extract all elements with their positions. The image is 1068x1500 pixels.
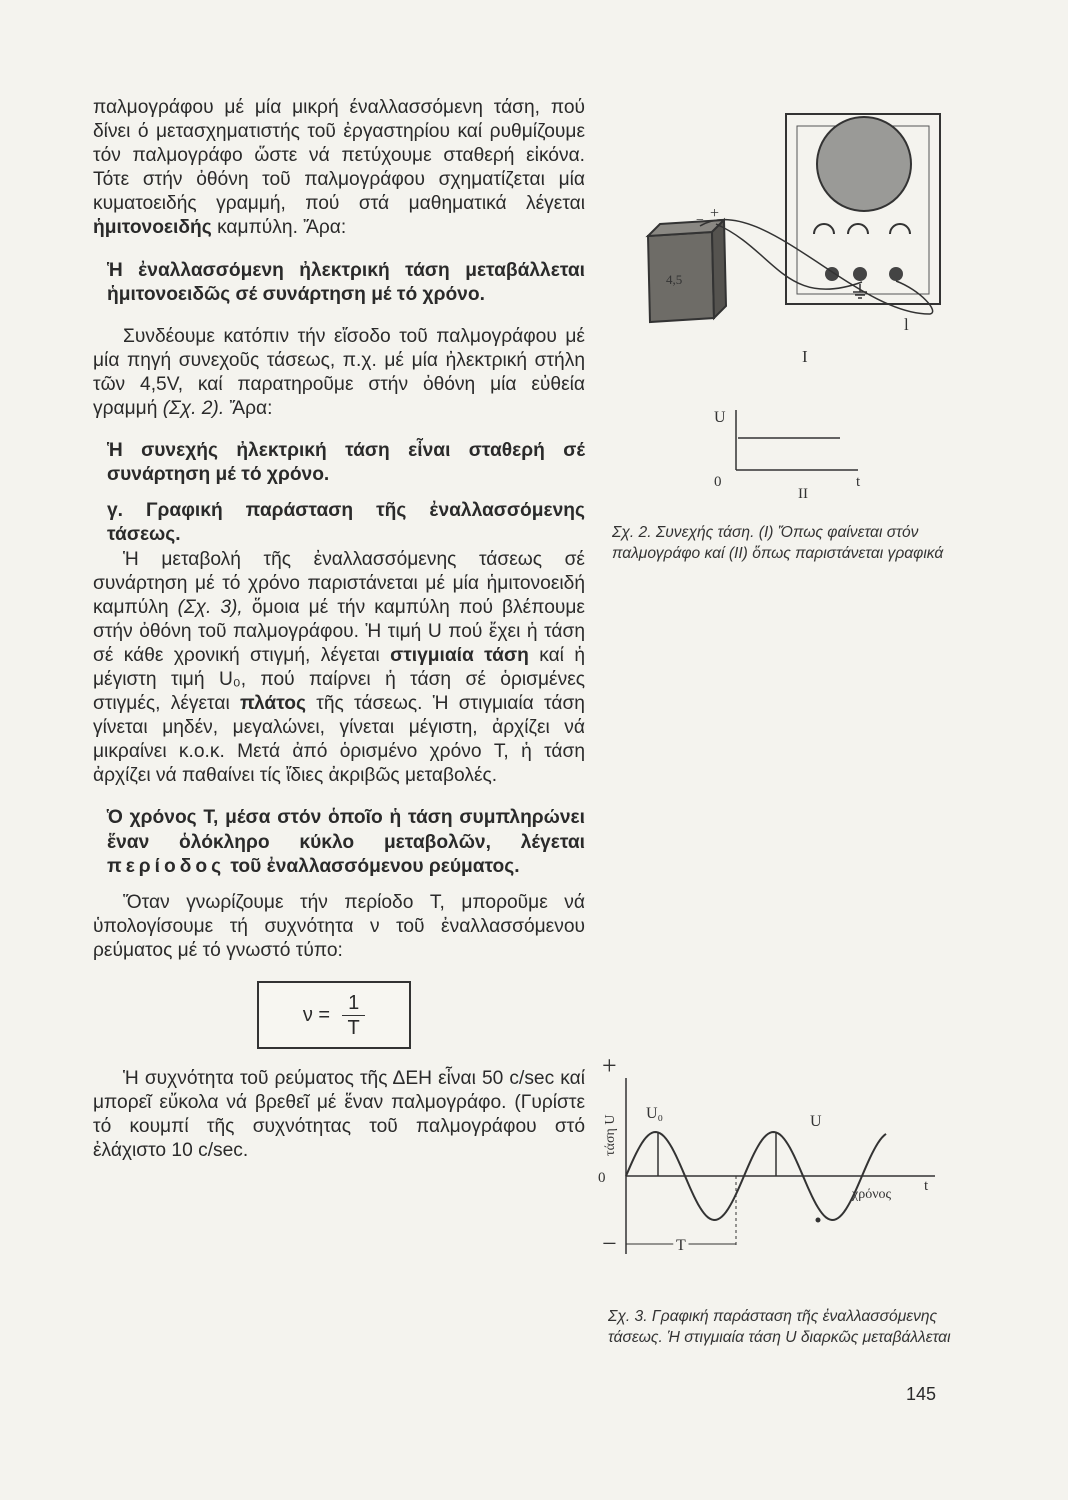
knob-middle-icon [848, 224, 868, 234]
battery-plus-label: + [710, 205, 720, 222]
figure-2-caption: Σχ. 2. Συνεχής τάση. (I) Ὅπως φαίνεται στόν παλμογράφο καί (II) ὅπως παριστάνεται γραφικά [612, 524, 944, 562]
voltage-axis-label: τάση U [603, 1114, 618, 1156]
formula-numerator: 1 [342, 991, 365, 1016]
term-amplitude: πλάτος [240, 693, 306, 715]
battery-minus-label: − [696, 213, 704, 228]
page-number: 145 [906, 1384, 937, 1404]
formula-fraction [342, 991, 365, 1040]
battery-voltage-label: 4,5 [666, 272, 683, 287]
label-I: I [802, 347, 808, 366]
main-text-column [93, 96, 585, 1163]
instantaneous-voltage-label: U [810, 1113, 822, 1130]
oscilloscope-figure [600, 100, 960, 380]
term-instantaneous-voltage: στιγμιαία τάση [390, 644, 529, 666]
rule-direct-voltage: Ἡ συνεχής ἠλεκτρική τάση εἶναι σταθερή σέ συνάρτηση μέ τό χρόνο. [107, 440, 585, 486]
rule-alternating-voltage: Ἡ ἐναλλασσόμενη ἠλεκτρική τάση μεταβάλλεται ἡμιτονοειδῶς σέ συνάρτηση μέ τό χρόνο. [107, 259, 585, 305]
term-period: περίοδος [107, 855, 226, 877]
term-sinusoidal: ἡμιτονοειδής [93, 217, 212, 239]
input-terminal-2 [853, 267, 867, 281]
sine-wave-graph [590, 1048, 950, 1268]
section-heading: γ. Γραφική παράσταση τῆς ἐναλλασσόμενης τάσεως. [107, 500, 585, 546]
knob-right-icon [890, 224, 910, 234]
formula-denominator: T [347, 1016, 360, 1039]
knob-left-icon [814, 224, 834, 234]
period-label: T [676, 1237, 686, 1254]
label-II: II [798, 486, 808, 502]
axis-plus-sign: + [602, 1051, 617, 1080]
curve-point [816, 1218, 821, 1223]
paragraph-5: Ἡ συχνότητα τοῦ ρεύματος τῆς ΔΕΗ εἶναι 50 c/sec καί μπορεῖ εὔκολα νά βρεθεῖ μέ ἕναν παλμογράφο. (Γυρίστε τό κουμπί τῆς συχνότητας τοῦ παλμογράφου στό ἐλάχιστο 10 c/sec. [93, 1068, 585, 1162]
dc-voltage-graph [700, 400, 880, 510]
axis-zero-label: 0 [714, 474, 722, 490]
axis-u-label: U [714, 409, 726, 426]
time-axis-label: χρόνος [852, 1187, 892, 1202]
input-terminal-3 [889, 267, 903, 281]
paragraph-3: Ἡ μεταβολή τῆς ἐναλλασσόμενης τάσεως σέ συνάρτηση μέ τό χρόνο παριστάνεται μέ μία ἡμιτονοειδή καμπύλη (Σχ. 3), ὅμοια μέ τήν καμπύλη πού βλέπουμε στήν ὀθόνη τοῦ παλμογράφου. Ἡ τιμή U πού ἔχει ἡ τάση σέ κάθε χρονική στιγμή, λέγεται στιγμιαία τάση καί ἡ μέγιστη τιμή U₀, πού παίρνει ἡ τάση σέ ὁρισμένες στιγμές, λέγεται πλάτος τῆς τάσεως. Ἡ στιγμιαία τάση γίνεται μηδέν, μεγαλώνει, γίνεται μέγιστη, ἀρχίζει νά μικραίνει κ.ο.κ. Μετά ἀπό ὁρισμένο χρόνο T, ἡ τάση ἀρχίζει νά παθαίνει τίς ἴδιες ἀκριβῶς μεταβολές. [93, 548, 585, 787]
frequency-formula [257, 981, 411, 1049]
paragraph-2: Συνδέουμε κατόπιν τήν εἴσοδο τοῦ παλμογράφου μέ μία πηγή συνεχοῦς τάσεως, π.χ. μέ μία ἠλεκτρική στήλη τῶν 4,5V, καί παρατηροῦμε στήν ὀθόνη μία εὐθεία γραμμή (Σχ. 2). Ἄρα: [93, 325, 585, 420]
formula-lhs: ν = [302, 1003, 331, 1026]
figure-3-caption: Σχ. 3. Γραφική παράσταση τῆς ἐναλλασσόμενης τάσεως. Ἡ στιγμιαία τάση U διαρκῶς μεταβάλλεται [608, 1308, 951, 1346]
axis-minus-sign: − [602, 1229, 617, 1258]
figure-ref-2: (Σχ. 2). [162, 398, 225, 420]
wire-positive [716, 224, 862, 289]
label-l: l [904, 315, 909, 334]
paragraph-4: Ὅταν γνωρίζουμε τήν περίοδο T, μποροῦμε νά ὑπολογίσουμε τή συχνότητα ν τοῦ ἐναλλασσόμενου ρεύματος μέ τό γνωστό τύπο: [93, 891, 585, 961]
paragraph-1: παλμογράφου μέ μία μικρή έναλλασσόμενη τάση, πού δίνει ό μετασχηματιστής τοῦ ἐργαστηρίου καί ρυθμίζουμε τόν παλμογράφο ὥστε νά πετύχουμε σταθερή εἰκόνα. Τότε στήν ὀθόνη τοῦ παλμογράφου σχηματίζεται μία κυματοειδής γραμμή, πού στά μαθηματικά λέγεται ἡμιτονοειδής καμπύλη. Ἄρα: [93, 97, 585, 239]
axis-t-label: t [856, 474, 861, 490]
battery [648, 220, 726, 322]
t-axis-label: t [924, 1178, 929, 1194]
oscilloscope-screen [817, 117, 911, 211]
amplitude-label: U₀ [646, 1105, 664, 1122]
rule-period: Ὁ χρόνος T, μέσα στόν ὁποῖο ἡ τάση συμπληρώνει ἕναν ὁλόκληρο κύκλο μεταβολῶν, λέγεται περίοδος τοῦ ἐναλλασσόμενου ρεύματος. [107, 807, 585, 877]
zero-label: 0 [598, 1170, 606, 1186]
figure-ref-3: (Σχ. 3), [177, 596, 243, 618]
